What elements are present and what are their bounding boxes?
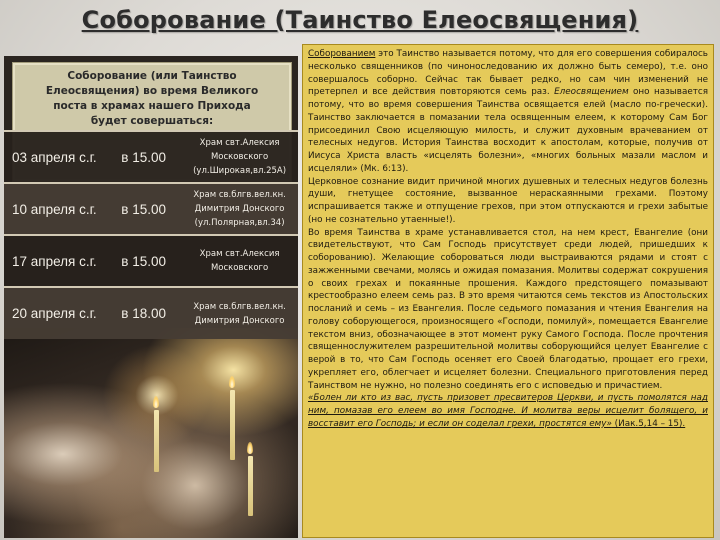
schedule-place: Храм свт.Алексия Московского (184, 235, 298, 287)
schedule-row (4, 235, 298, 287)
schedule-time: в 18.00 (120, 287, 184, 339)
schedule-time: в 15.00 (120, 183, 184, 235)
scripture-quote: «Болен ли кто из вас, пусть призовет пресвитеров Церкви, и пусть помолятся над ним, помазав его елеем во имя Господне. И молитва веры исцелит болящего, и восставит его Господь; и если он соделал грехи, простятся ему» (308, 393, 708, 429)
paragraph: Во время Таинства в храме устанавливается стол, на нем крест, Евангелие (они свидетельствуют, что Сам Господь присутствует среди людей, пришедших к соборованию). Желающие собороваться люди выстраиваются рядами и стоят с зажженными свечами, молясь и ожидая помазания. Молитвы содержат сокрушения о своих грехах и покаянные прошения. Каждого предстоящего помазывают крестообразно елеем семь раз. В это время читаются семь текстов из Апостольских посланий и семь – из Евангелия. После седьмого помазания и чтения Евангелия на голову соборующегося, произносящего «Господи, помилуй», помещается Евангелие текстом вниз, обозначающее в этот момент руку Самого Господа. После прочтения священнослужителем разрешительной молитвы соборующийся целует Евангелие с верой в то, что Сам Господь осеняет его Своей благодатью, прощает его грехи, укрепляет его, облегчает и исцеляет болезни. Специального приготовления перед Таинством не нужно, но полезно соединять его с исповедью и причастием. (308, 227, 708, 391)
candles-photo (4, 328, 298, 538)
schedule-date: 17 апреля с.г. (4, 235, 120, 287)
term-sobor: Соборованием (308, 49, 376, 59)
schedule-row (4, 131, 298, 183)
paragraph (308, 392, 708, 430)
schedule-date: 10 апреля с.г. (4, 183, 120, 235)
schedule-time: в 15.00 (120, 235, 184, 287)
paragraph: Церковное сознание видит причиной многих душевных и телесных недугов болезнь души, гнетущее состояние, вызванное нераскаянными грехами. Поэтому испрашивается также и отпущение грехов, при этом отпускаются и грехи забытые (но не сознательно утаенные!). (308, 176, 708, 225)
schedule-date: 03 апреля с.г. (4, 131, 120, 183)
flame-icon (229, 376, 235, 388)
schedule-table (4, 130, 298, 339)
paragraph-text: оно называется потому, что во время совершения Таинства освящается елей (масло по-гречески). Таинство заключается в помазании тела освященным елеем, к которому Сам Бог присоединил Свою исцеляющую милость, и служит духовным врачеванием от телесных недугов. История Таинства восходит к апостолам, которые, получив от Иисуса Христа власть «исцелять болезни», «многих больных мазали маслом и исцеляли» (Мк. 6:13). (308, 87, 708, 174)
flame-icon (153, 396, 159, 408)
candle-icon (230, 390, 235, 460)
text-panel (302, 44, 714, 538)
schedule-place: Храм свт.Алексия Московского (ул.Широкая,вл.25А) (184, 131, 298, 183)
body-text (308, 48, 708, 431)
candle-icon (248, 456, 253, 516)
paragraph (308, 48, 708, 176)
flame-icon (247, 442, 253, 454)
paragraph-text: это Таинство называется потому, что для его совершения собиралось несколько священников (по чиноноследованию их должно быть семеро), т.е. оно совершалось соборно. Сейчас так бывает редко, но сам чин изменений не претерпел и все действия повторяются семь раз. (308, 49, 708, 98)
notice-text: Соборование (или Таинство Елеосвящения) во время Великого поста в храмах нашего Прихода будет совершаться: (45, 70, 259, 127)
left-panel (4, 56, 298, 538)
schedule-date: 20 апреля с.г. (4, 287, 120, 339)
schedule-row (4, 287, 298, 339)
schedule-row (4, 183, 298, 235)
term-eleo: Елеосвящением (554, 87, 629, 98)
candle-icon (154, 410, 159, 472)
scripture-ref: (Иак.5,14 – 15). (611, 418, 686, 429)
schedule-place: Храм св.блгв.вел.кн. Димитрия Донского (ул.Полярная,вл.34) (184, 183, 298, 235)
schedule-place: Храм св.блгв.вел.кн. Димитрия Донского (184, 287, 298, 339)
slide-title: Соборование (Таинство Елеосвящения) (81, 6, 639, 34)
schedule-time: в 15.00 (120, 131, 184, 183)
